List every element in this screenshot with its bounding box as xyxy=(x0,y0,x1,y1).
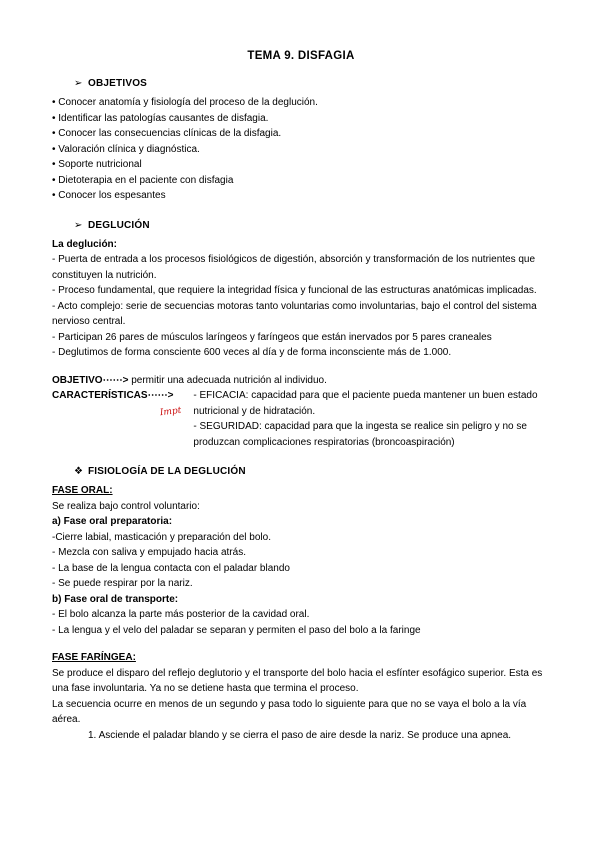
handwritten-annotation-impt: Impt xyxy=(159,405,182,419)
fase-faringea-paragraph: La secuencia ocurre en menos de un segundo y pasa todo lo siguiente para que no se vaya el bolo a la vía aérea. xyxy=(52,698,527,725)
list-item: - La lengua y el velo del paladar se separan y permiten el paso del bolo a la faringe xyxy=(52,624,421,636)
spacer xyxy=(52,361,550,373)
section-heading-fisiologia xyxy=(74,466,550,477)
fase-oral-preparatoria-title: a) Fase oral preparatoria: xyxy=(52,516,173,527)
list-item: - Se puede respirar por la nariz. xyxy=(52,578,193,589)
list-item: • Conocer las consecuencias clínicas de la disfagia. xyxy=(52,128,282,139)
list-item: - Proceso fundamental, que requiere la integridad física y funcional de las estructuras anatómicas implicadas. xyxy=(52,285,537,296)
spacer xyxy=(52,638,550,650)
fase-faringea-numbered-item: 1. Asciende el paladar blando y se cierra el paso de aire desde la nariz. Se produce una apnea. xyxy=(88,729,512,741)
objetivo-label: OBJETIVO xyxy=(52,374,103,386)
list-item: - Participan 26 pares de músculos laríngeos y faríngeos que están inervados por 5 pares craneales xyxy=(52,331,492,343)
deglucion-subtitle: La deglución: xyxy=(52,238,117,250)
fase-oral-title: FASE ORAL: xyxy=(52,485,113,496)
objetivo-line xyxy=(52,373,550,389)
list-item: - La base de la lengua contacta con el paladar blando xyxy=(52,562,290,574)
fase-faringea-title: FASE FARÍNGEA: xyxy=(52,652,136,663)
spacer xyxy=(52,450,550,466)
arrow-bullet-icon: ➢ xyxy=(74,219,83,231)
list-item: • Dietoterapia en el paciente con disfagia xyxy=(52,174,234,186)
caracteristica-eficacia: - EFICACIA: capacidad para que el paciente pueda mantener un buen estado nutricional y de hidratación. xyxy=(193,390,538,417)
spacer xyxy=(52,204,550,220)
section-heading-objetivos xyxy=(74,78,550,89)
section-heading-deglucion xyxy=(74,220,550,231)
list-item: • Valoración clínica y diagnóstica. xyxy=(52,143,200,155)
objetivos-heading-text: OBJETIVOS xyxy=(88,78,148,89)
caracteristicas-block xyxy=(52,388,550,450)
objetivo-text: permitir una adecuada nutrición al individuo. xyxy=(128,374,327,386)
list-item: -Cierre labial, masticación y preparación del bolo. xyxy=(52,531,271,543)
caracteristica-seguridad: - SEGURIDAD: capacidad para que la ingesta se realice sin peligro y no se produzcan complicaciones respiratorias (broncoaspiración) xyxy=(193,421,527,448)
objetivo-arrow-icon: ⋯⋯> xyxy=(102,374,129,386)
fase-oral-transporte-title: b) Fase oral de transporte: xyxy=(52,593,179,605)
page-title: TEMA 9. DISFAGIA xyxy=(247,50,355,62)
caracteristicas-arrow-icon: ⋯⋯> xyxy=(147,390,174,401)
arrow-bullet-icon: ➢ xyxy=(74,78,83,89)
caracteristicas-label: CARACTERÍSTICAS xyxy=(52,390,148,401)
list-item: • Identificar las patologías causantes de disfagia. xyxy=(52,112,269,124)
fase-oral-intro: Se realiza bajo control voluntario: xyxy=(52,500,200,512)
list-item: • Conocer los espesantes xyxy=(52,190,166,201)
list-item: - Acto complejo: serie de secuencias motoras tanto voluntarias como involuntarias, bajo el control del sistema nervioso central. xyxy=(52,300,537,327)
list-item: - El bolo alcanza la parte más posterior de la cavidad oral. xyxy=(52,609,310,620)
fisiologia-heading-text: FISIOLOGÍA DE LA DEGLUCIÓN xyxy=(88,466,246,477)
diamond-bullet-icon: ❖ xyxy=(74,466,84,477)
list-item: - Puerta de entrada a los procesos fisiológicos de digestión, absorción y transformación de los nutrientes que constituyen la nutrición. xyxy=(52,254,536,281)
list-item: - Deglutimos de forma consciente 600 veces al día y de forma inconsciente más de 1.000. xyxy=(52,347,452,358)
fase-faringea-paragraph: Se produce el disparo del reflejo deglutorio y el transporte del bolo hacia el esfínter esofágico superior. Esta es una fase involuntaria. Ya no se detiene hasta que termina el proceso. xyxy=(52,667,543,694)
list-item: • Conocer anatomía y fisiología del proceso de la deglución. xyxy=(52,97,318,108)
list-item: • Soporte nutricional xyxy=(52,159,142,170)
list-item: - Mezcla con saliva y empujado hacia atrás. xyxy=(52,547,246,558)
deglucion-heading-text: DEGLUCIÓN xyxy=(88,219,150,231)
